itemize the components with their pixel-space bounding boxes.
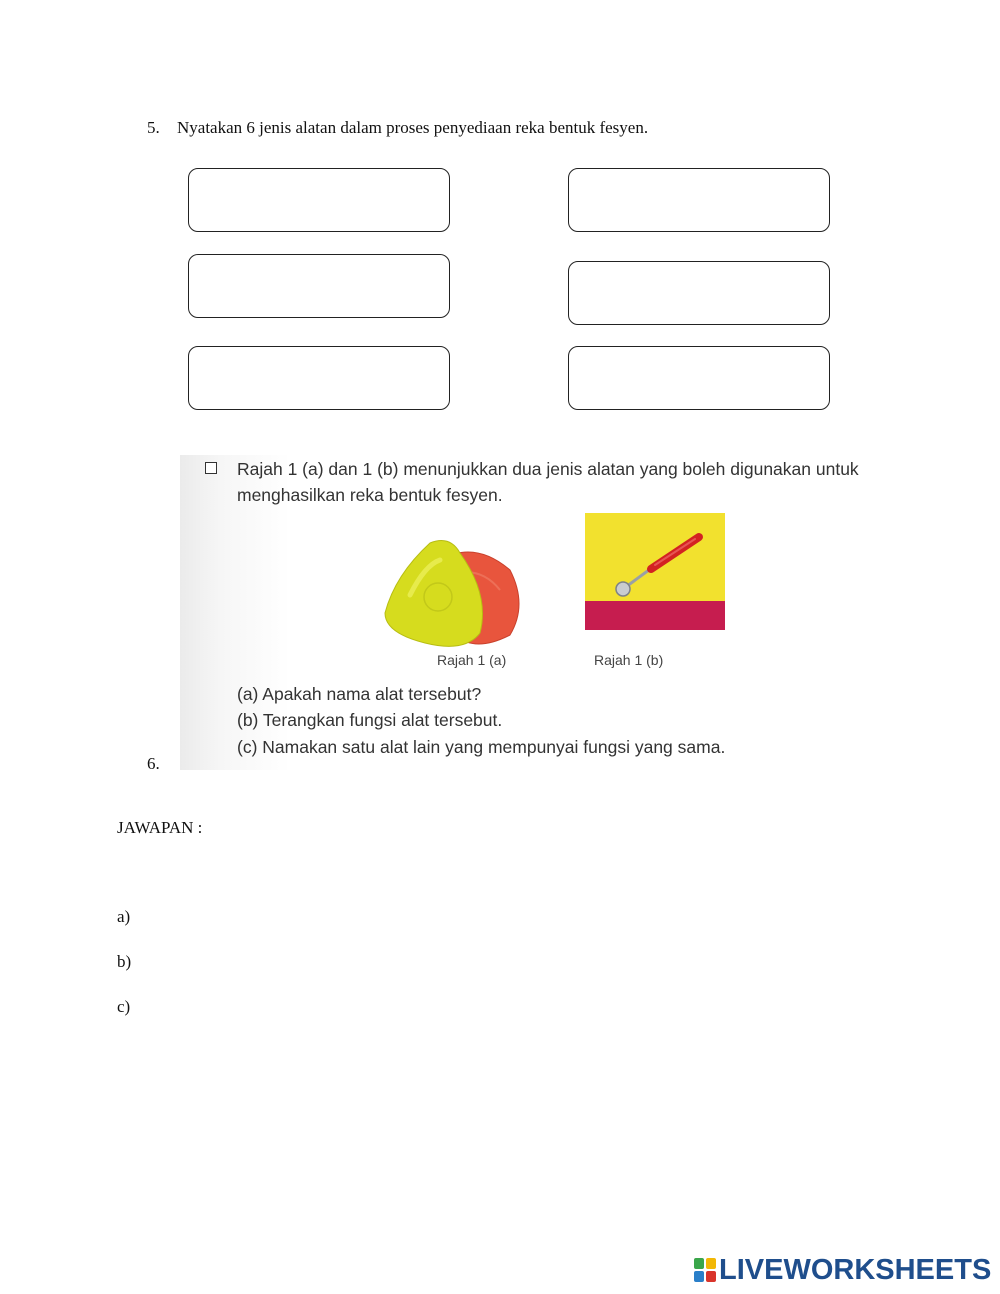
tracing-wheel-image — [583, 511, 728, 633]
tailor-chalk-image — [380, 535, 530, 655]
caption-b: Rajah 1 (b) — [594, 652, 664, 668]
sub-question-b: (b) Terangkan fungsi alat tersebut. — [237, 710, 503, 730]
question-5-text: Nyatakan 6 jenis alatan dalam proses penyediaan reka bentuk fesyen. — [177, 118, 649, 137]
brand-name: LIVEWORKSHEETS — [719, 1253, 992, 1286]
figure-intro-text: Rajah 1 (a) dan 1 (b) menunjukkan dua jenis alatan yang boleh digunakan untuk menghasilkan reka bentuk fesyen. — [237, 459, 859, 505]
question-5-number: 5. — [147, 118, 160, 137]
answer-box-3[interactable] — [188, 254, 450, 318]
checkbox-icon — [205, 462, 217, 474]
logo-blocks-icon — [693, 1257, 717, 1283]
answer-box-5[interactable] — [188, 346, 450, 410]
answer-box-6[interactable] — [568, 346, 830, 410]
answer-label-a: a) — [117, 907, 131, 926]
answer-label-c: c) — [117, 997, 131, 1016]
caption-a: Rajah 1 (a) — [437, 652, 507, 668]
sub-question-a: (a) Apakah nama alat tersebut? — [237, 684, 482, 704]
answer-box-2[interactable] — [568, 168, 830, 232]
sub-question-c: (c) Namakan satu alat lain yang mempunyai fungsi yang sama. — [237, 737, 726, 757]
answer-box-4[interactable] — [568, 261, 830, 325]
question-6-figure — [180, 455, 900, 770]
answer-box-1[interactable] — [188, 168, 450, 232]
question-6-number: 6. — [147, 754, 160, 773]
liveworksheets-logo[interactable] — [693, 1253, 991, 1287]
answer-heading: JAWAPAN : — [117, 818, 203, 837]
question-5 — [147, 118, 648, 138]
answer-label-b: b) — [117, 952, 132, 971]
